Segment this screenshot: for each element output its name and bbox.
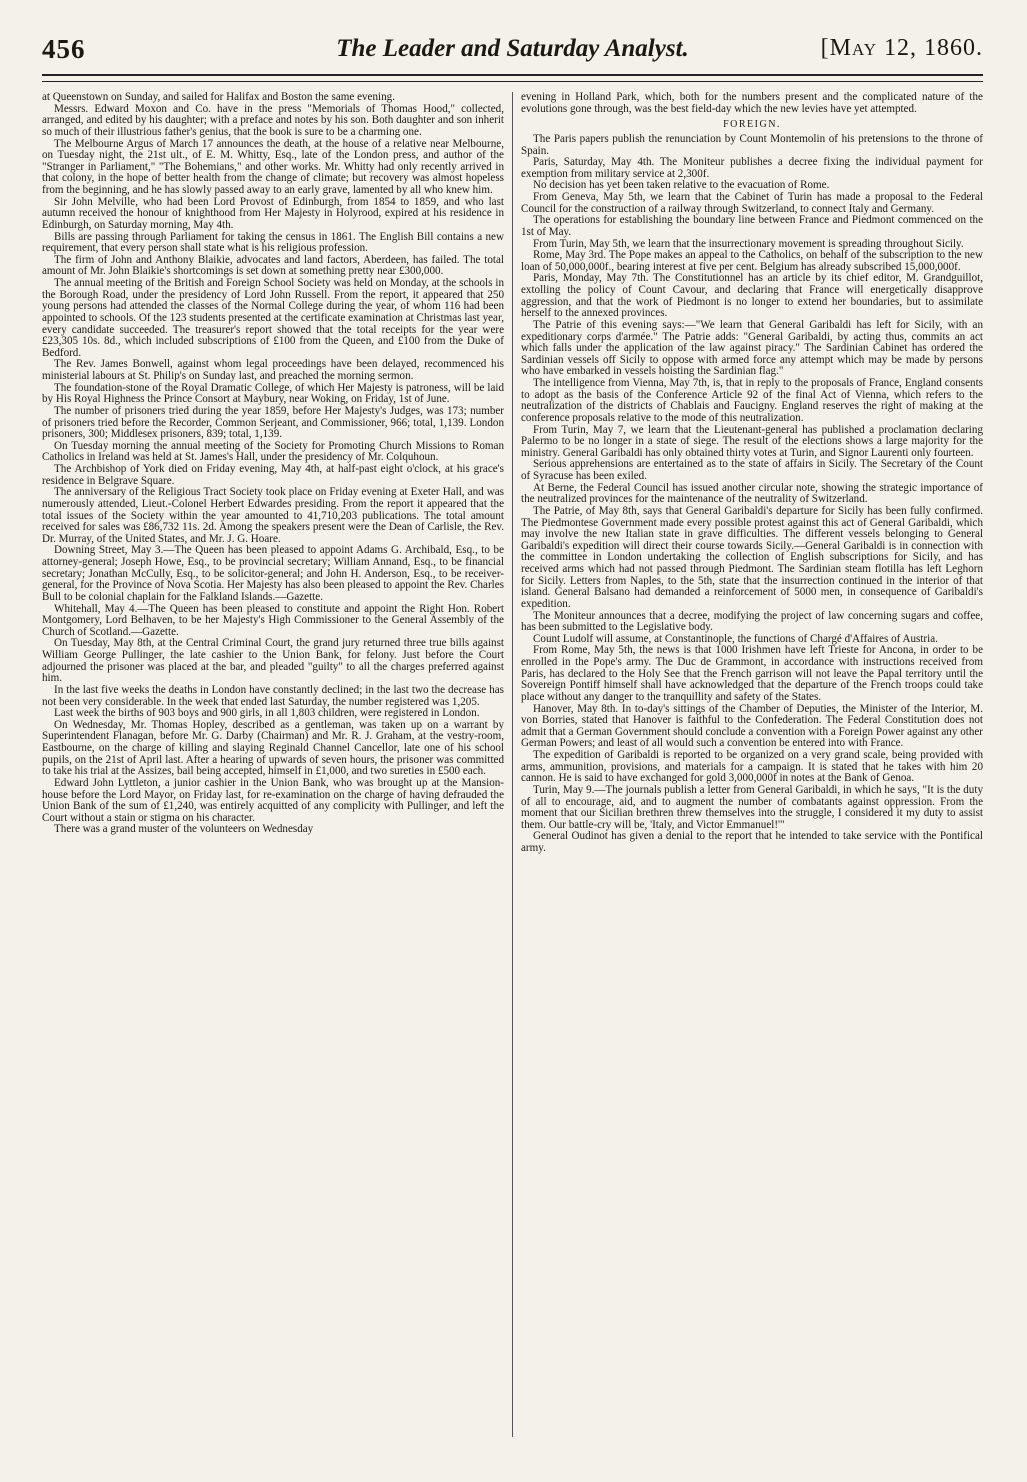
paragraph: On Tuesday morning the annual meeting of the Society for Promoting Church Missions to Roman Catholics in Ireland was held at St. James's Hall, under the presidency of Mr. Colquhoun. xyxy=(42,439,504,464)
paragraph: No decision has yet been taken relative to the evacuation of Rome. xyxy=(533,179,830,192)
right-column xyxy=(512,92,983,1437)
paragraph: From Geneva, May 5th, we learn that the Cabinet of Turin has made a proposal to the Federal Council for the construction of a railway through Switzerland, to connect Italy and Germany. xyxy=(521,191,983,215)
page-number: 456 xyxy=(42,34,86,64)
paragraph: The intelligence from Vienna, May 7th, is, that in reply to the proposals of France, England consents to adopt as the basis of the Conference Article 92 of the final Act of Vienna, which refers to the neutralization of the districts of Chablais and Faucigny. England reserves the right of making at the conference proposals relative to the mode of this neutralization. xyxy=(521,377,983,424)
paragraph: The Patrie, of May 8th, says that General Garibaldi's departure for Sicily has been fully confirmed. The Piedmontese Government made every possible protest against this act of General Garibaldi, which may involve the new Italian state in grave difficulties. The different vessels belonging to General Garibaldi's expedition will direct their course towards Sicily.—General Garibaldi is in connection with the committee in London undertaking the collection of English subscriptions for Sicily, and has received arms which had not passed through Piedmont. The Sardinian steam flotilla has left Leghorn for Sicily. Letters from Naples, to the 5th, state that the insurrection continued in the interior of that island. General Balsano had demanded a reinforcement of 5000 men, in consequence of Garibaldi's expedition. xyxy=(521,504,983,610)
paragraph: Last week the births of 903 boys and 900 girls, in all 1,803 children, were registered in London. xyxy=(54,707,480,720)
paragraph: In the last five weeks the deaths in London have constantly declined; in the last two the decrease has not been very considerable. In the week that ended last Saturday, the number registered was 1,205. xyxy=(42,683,504,708)
paragraph: The foundation-stone of the Royal Dramatic College, of which Her Majesty is patroness, will be laid by His Royal Highness the Prince Consort at Maybury, near Woking, on Friday, 1st of June. xyxy=(42,381,504,406)
paragraph: From Rome, May 5th, the news is that 1000 Irishmen have left Trieste for Ancona, in order to be enrolled in the Pope's army. The Duc de Grammont, in accordance with instructions received from Paris, has declared to the Holy See that the French garrison will not leave the Papal territory until the Sovereign Pontiff himself shall have acknowledged that the departure of the French troops could take place without any danger to the tranquillity and safety of the States. xyxy=(521,644,983,703)
paragraph: At Berne, the Federal Council has issued another circular note, showing the strategic importance of the neutralized provinces for the maintenance of the neutrality of Switzerland. xyxy=(521,481,983,506)
paragraph: evening in Holland Park, which, both for the numbers present and the complicated nature of the evolutions gone through, was the best field-day which the new levies have yet attempted. xyxy=(521,92,983,115)
paragraph: Hanover, May 8th. In to-day's sittings of the Chamber of Deputies, the Minister of the Interior, M. von Borries, stated that Hanover is faithful to the Confederation. The Federal Constitution does not admit that a German Government should conclude a convention with a Foreign Power against any other German Powers; and least of all would such a convention be entered into with France. xyxy=(521,702,983,750)
columns xyxy=(42,92,983,1437)
paragraph: The firm of John and Anthony Blaikie, advocates and land factors, Aberdeen, has failed. The total amount of Mr. John Blaikie's shortcomings is set down at something pretty near £300,000. xyxy=(42,253,504,278)
paragraph: The Patrie of this evening says:—"We learn that General Garibaldi has left for Sicily, with an expeditionary corps d'armée." The Patrie adds: "General Garibaldi, by acting thus, commits an act which falls under the application of the law against piracy." The Sardinian Cabinet has ordered the Sardinian vessels off Sicily to oppose with armed force any attempt which may be made by persons who have embarked in vessels hoisting the Sardinian flag." xyxy=(521,318,983,378)
paragraph: Paris, Saturday, May 4th. The Moniteur publishes a decree fixing the individual payment for exemption from military service at 2,300f. xyxy=(521,156,983,180)
paragraph: Turin, May 9.—The journals publish a letter from General Garibaldi, in which he says, "It is the duty of all to encourage, aid, and to augment the number of combatants against oppression. From the moment that our Sicilian brethren threw themselves into the struggle, I considered it my duty to assist them. Our battle-cry will be, 'Italy, and Victor Emmanuel!'" xyxy=(521,783,983,831)
page-header xyxy=(42,34,983,74)
paragraph: The expedition of Garibaldi is reported to be organized on a very grand scale, being provided with arms, ammunition, provisions, and materials for a campaign. It is stated that he takes with him 20 cannon. He is said to have exchanged for gold 3,000,000f in notes at the Bank of Genoa. xyxy=(521,749,983,785)
paragraph: Whitehall, May 4.—The Queen has been pleased to constitute and appoint the Right Hon. Robert Montgomery, Lord Belhaven, to be her Majesty's High Commissioner to the General Assembly of the Church of Scotland.—Gazette. xyxy=(42,602,504,638)
paragraph: Rome, May 3rd. The Pope makes an appeal to the Catholics, on behalf of the subscription to the new loan of 50,000,000f., bearing interest at five per cent. Belgium has already subscribed 15,000,000f. xyxy=(521,249,983,273)
left-column xyxy=(42,92,512,1437)
paragraph: The number of prisoners tried during the year 1859, before Her Majesty's Judges, was 173; number of prisoners tried before the Recorder, Common Serjeant, and Commissioner, 966; total, 1,139. London prisoners, 300; Middlesex prisoners, 839; total, 1,139. xyxy=(42,404,504,441)
paragraph: The Melbourne Argus of March 17 announces the death, at the house of a relative near Melbourne, on Tuesday night, the 21st ult., of E. M. Whitty, Esq., late of the London press, and author of the "Stranger in Parliament," "The Bohemians," and other works. Mr. Whitty had only recently arrived in that colony, in the hope of better health from the change of climate; but recovery was almost hopeless from the beginning, and he has slowly passed away to an early grave, lamented by all who knew him. xyxy=(42,137,504,196)
paragraph: at Queenstown on Sunday, and sailed for Halifax and Boston the same evening. xyxy=(42,92,395,103)
running-title: The Leader and Saturday Analyst. xyxy=(336,35,689,62)
paragraph: There was a grand muster of the volunteers on Wednesday xyxy=(54,823,314,836)
section-heading-foreign: FOREIGN. xyxy=(723,119,781,131)
paragraph: The anniversary of the Religious Tract Society took place on Friday evening at Exeter Hall, and was numerously attended, Lieut.-Colonel Herbert Edwardes presiding. From the report it appeared that the total issues of the Society within the year amounted to 41,710,203 publications. The total amount received for sales was £86,732 11s. 2d. Among the speakers present were the Dean of Carlisle, the Rev. Dr. Murray, of the United States, and Mr. J. G. Hoare. xyxy=(42,486,504,545)
paragraph: General Oudinot has given a denial to the report that he intended to take service with the Pontifical army. xyxy=(521,830,983,854)
paragraph: Downing Street, May 3.—The Queen has been pleased to appoint Adams G. Archibald, Esq., to be attorney-general; Joseph Howe, Esq., to be provincial secretary; William Annand, Esq., to be financial secretary; Jonathan McCully, Esq., to be solicitor-general; and John H. Anderson, Esq., to be receiver-general, for the Province of Nova Scotia. Her Majesty has also been pleased to appoint the Rev. Charles Bull to be colonial chaplain for the Falkland Islands.—Gazette. xyxy=(42,544,504,603)
paragraph: Sir John Melville, who had been Lord Provost of Edinburgh, from 1854 to 1859, and who last autumn received the honour of knighthood from Her Majesty in Holyrood, expired at his residence in Edinburgh, on Saturday morning, May 4th. xyxy=(42,195,504,231)
header-rule xyxy=(42,74,983,82)
paragraph: Bills are passing through Parliament for taking the census in 1861. The English Bill contains a new requirement, that every person shall state what is his religious profession. xyxy=(42,230,504,255)
paragraph: Serious apprehensions are entertained as to the state of affairs in Sicily. The Secretary of the Count of Syracuse has been exiled. xyxy=(521,458,983,482)
paragraph: The Paris papers publish the renunciation by Count Montemolin of his pretensions to the throne of Spain. xyxy=(521,132,983,157)
paragraph: Count Ludolf will assume, at Constantinople, the functions of Chargé d'Affaires of Austria. xyxy=(533,632,938,645)
paragraph: The Moniteur announces that a decree, modifying the project of law concerning sugars and coffee, has been submitted to the Legislative body. xyxy=(521,609,983,634)
paragraph: On Tuesday, May 8th, at the Central Criminal Court, the grand jury returned three true bills against William George Pullinger, the late cashier to the Union Bank, for felony. Just before the Court adjourned the prisoner was placed at the bar, and pleaded "guilty" to all the charges preferred against him. xyxy=(42,637,504,685)
paragraph: The annual meeting of the British and Foreign School Society was held on Monday, at the schools in the Borough Road, under the presidency of Lord John Russell. From the report, it appeared that 250 young persons had attended the classes of the Normal College during the year, of whom 116 had been appointed to schools. Of the 123 students presented at the certificate examination at Christmas last year, every candidate succeeded. The treasurer's report showed that the total receipts for the year were £23,305 10s. 8d., which included subscriptions of £100 from the Queen, and £100 from the Duke of Bedford. xyxy=(42,277,504,359)
paragraph: The Rev. James Bonwell, against whom legal proceedings have been delayed, recommenced his ministerial labours at St. Philip's on Sunday last, and preached the morning sermon. xyxy=(42,358,504,382)
paragraph: Edward John Lyttleton, a junior cashier in the Union Bank, who was brought up at the Mansion-house before the Lord Mayor, on Friday last, for re-examination on the charge of having defrauded the Union Bank of the sum of £1,240, was entirely acquitted of any complicity with Pullinger, and left the Court without a stain or stigma on his character. xyxy=(42,776,504,824)
paragraph: The operations for establishing the boundary line between France and Piedmont commenced on the 1st of May. xyxy=(521,214,983,238)
paragraph: From Turin, May 7, we learn that the Lieutenant-general has published a proclamation declaring Palermo to be no longer in a state of siege. The result of the elections shows a large majority for the ministry. General Garibaldi has only obtained thirty votes at Turin, and Signor Laurenti only fourteen. xyxy=(521,423,983,459)
issue-date: [May 12, 1860. xyxy=(820,35,983,61)
paragraph: Paris, Monday, May 7th. The Constitutionnel has an article by its chief editor, M. Grandguillot, extolling the policy of Count Cavour, and declaring that France will energetically disapprove aggression, and that the work of Piedmont is no longer to extend her boundaries, but to assimilate herself to the annexed provinces. xyxy=(521,272,983,320)
paragraph: On Wednesday, Mr. Thomas Hopley, described as a gentleman, was taken up on a warrant by Superintendent Flanagan, before Mr. G. Darby (Chairman) and Mr. R. J. Graham, at the vestry-room, Eastbourne, on the charge of killing and slaying Reginald Channel Cancellor, late one of his school pupils, on the 21st of April last. After a hearing of upwards of seven hours, the prisoner was committed to take his trial at the Assizes, bail being accepted, himself in £1,000, and two sureties in £500 each. xyxy=(42,718,504,778)
paragraph: The Archbishop of York died on Friday evening, May 4th, at half-past eight o'clock, at his grace's residence in Belgrave Square. xyxy=(42,463,504,487)
paragraph: Messrs. Edward Moxon and Co. have in the press "Memorials of Thomas Hood," collected, arranged, and edited by his daughter; with a preface and notes by his son. Both daughter and son inherit so much of their illustrious father's genius, that the book is sure to be a charming one. xyxy=(42,102,504,138)
paragraph: From Turin, May 5th, we learn that the insurrectionary movement is spreading throughout Sicily. xyxy=(533,237,964,250)
